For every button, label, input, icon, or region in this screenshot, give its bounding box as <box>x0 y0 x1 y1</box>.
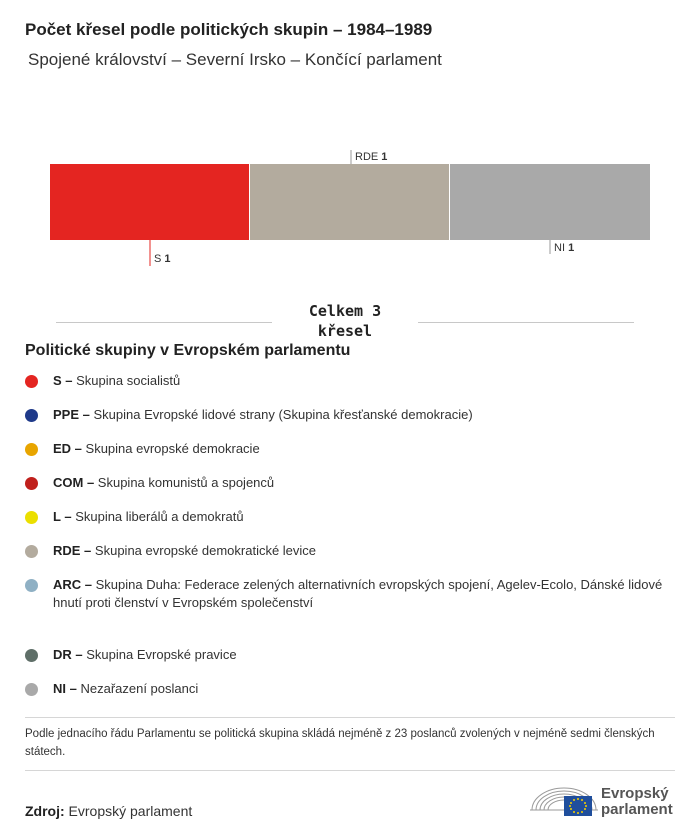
legend-label <box>53 542 316 560</box>
legend-dot-icon <box>25 545 38 558</box>
legend-item <box>25 508 665 526</box>
legend-abbr: DR – <box>53 647 83 662</box>
bar-segment-rde <box>250 164 449 240</box>
data-label-rde: RDE 1 <box>355 151 388 163</box>
data-label-ni: NI 1 <box>554 242 575 254</box>
legend-name: Skupina evropské demokratické levice <box>94 543 317 558</box>
legend-name: Skupina liberálů a demokratů <box>75 509 244 524</box>
legend-label <box>53 372 180 390</box>
logo-line-2: parlament <box>601 801 673 818</box>
total-line-right <box>418 322 634 323</box>
legend-item <box>25 576 665 612</box>
legend-dot-icon <box>25 409 38 422</box>
legend-item <box>25 372 665 390</box>
legend-abbr: COM – <box>53 475 95 490</box>
legend-dot-icon <box>25 683 38 696</box>
legend-dot-icon <box>25 579 38 592</box>
legend-label <box>53 508 244 526</box>
legend-dot-icon <box>25 375 38 388</box>
legend <box>25 372 665 698</box>
legend-abbr: L – <box>53 509 72 524</box>
stacked-bar-chart <box>0 0 700 300</box>
legend-item <box>25 440 665 458</box>
legend-label <box>53 576 665 612</box>
footnote: Podle jednacího řádu Parlamentu se politická skupina skládá nejméně z 23 poslanců zvolených v nejméně sedmi členských státech. <box>25 728 655 758</box>
legend-abbr: NI – <box>53 681 77 696</box>
bar-segment-s <box>50 164 249 240</box>
note-divider-top <box>25 717 675 718</box>
legend-name: Skupina evropské demokracie <box>85 441 260 456</box>
legend-name: Skupina Evropské lidové strany (Skupina křesťanské demokracie) <box>93 407 473 422</box>
chart-title: Počet křesel podle politických skupin – 1984–1989 <box>25 20 433 39</box>
legend-item <box>25 474 665 492</box>
total-seats-unit: křesel <box>317 322 373 340</box>
legend-abbr: ED – <box>53 441 82 456</box>
source-value: Evropský parlament <box>68 803 193 819</box>
legend-dot-icon <box>25 477 38 490</box>
source-label: Zdroj: <box>25 803 65 819</box>
total-seats-count: Celkem 3 <box>308 302 382 320</box>
legend-dot-icon <box>25 443 38 456</box>
legend-abbr: PPE – <box>53 407 90 422</box>
legend-item <box>25 680 665 698</box>
legend-name: Skupina Duha: Federace zelených alternativních evropských spojení, Agelev-Ecolo, Dánské lidové hnutí proti členství v Evropském společenství <box>53 577 663 610</box>
legend-title: Politické skupiny v Evropském parlamentu <box>25 342 351 359</box>
data-label-s: S 1 <box>154 253 171 265</box>
logo-text <box>601 786 673 818</box>
legend-item <box>25 646 665 664</box>
legend-name: Skupina socialistů <box>76 373 181 388</box>
legend-name: Skupina komunistů a spojenců <box>97 475 275 490</box>
legend-label <box>53 440 260 458</box>
legend-dot-icon <box>25 511 38 524</box>
source <box>25 803 192 819</box>
legend-name: Nezařazení poslanci <box>80 681 199 696</box>
legend-label <box>53 474 274 492</box>
legend-abbr: RDE – <box>53 543 92 558</box>
legend-item <box>25 542 665 560</box>
legend-abbr: ARC – <box>53 577 93 592</box>
legend-label <box>53 406 473 424</box>
logo-line-1: Evropský <box>601 785 669 802</box>
legend-abbr: S – <box>53 373 73 388</box>
legend-item <box>25 406 665 424</box>
legend-label <box>53 680 198 698</box>
bar-segment-ni <box>450 164 650 240</box>
total-seats <box>272 301 418 341</box>
total-line-left <box>56 322 272 323</box>
legend-name: Skupina Evropské pravice <box>86 647 237 662</box>
note-divider-bottom <box>25 770 675 771</box>
chart-subtitle: Spojené království – Severní Irsko – Končící parlament <box>28 50 442 69</box>
legend-label <box>53 646 237 664</box>
legend-dot-icon <box>25 649 38 662</box>
